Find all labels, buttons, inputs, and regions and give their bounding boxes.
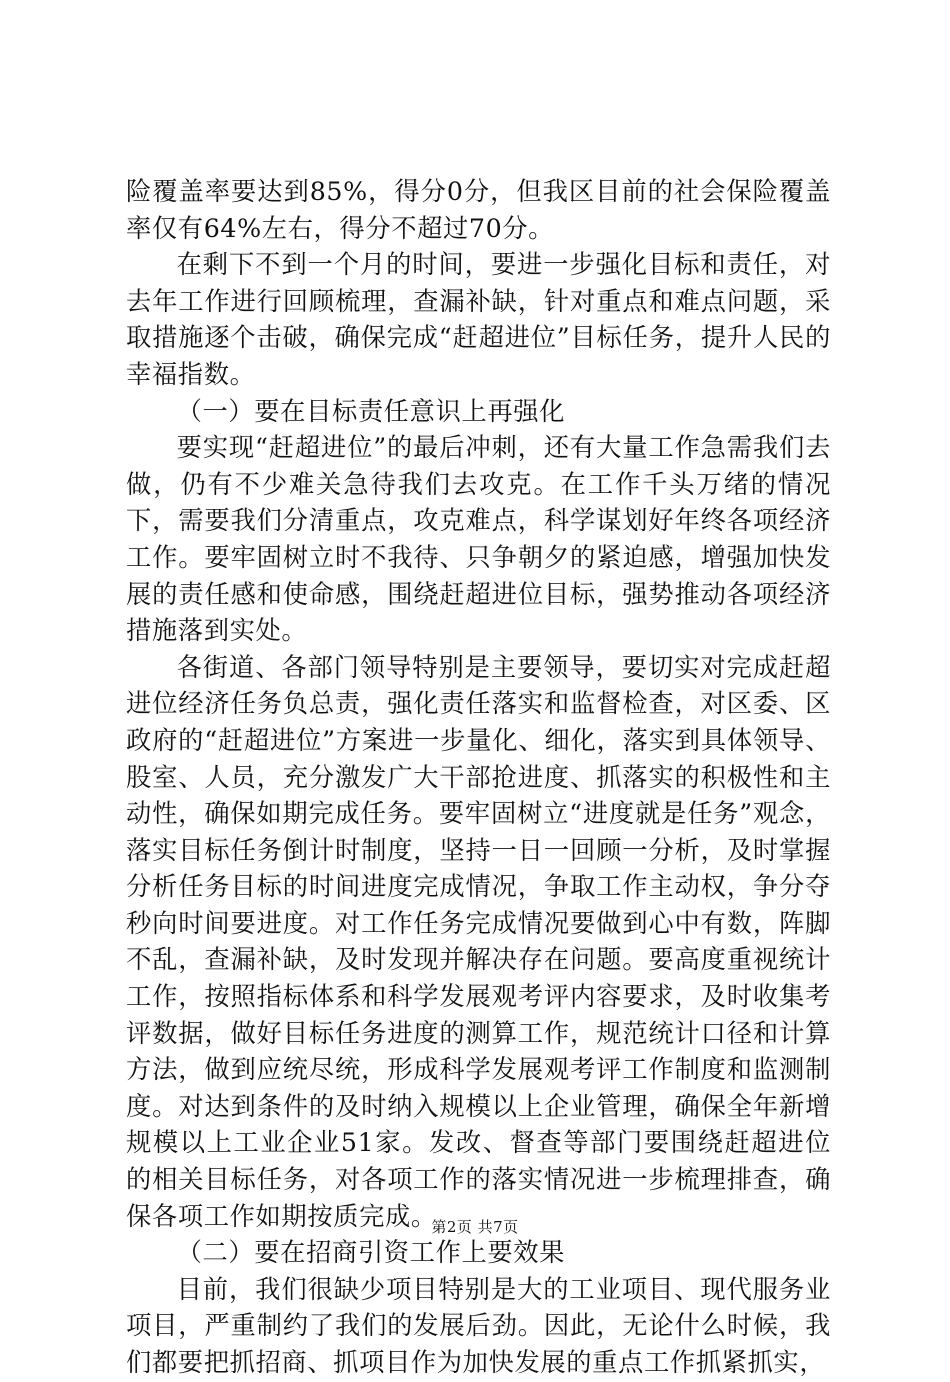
paragraph: 目前，我们很缺少项目特别是大的工业项目、现代服务业项目，严重制约了我们的发展后劲。因此，无论什么时候，我们都要把抓招商、抓项目作为加快发展的重点工作抓紧抓实， [126, 1274, 831, 1377]
page-footer: 第2页 共7页 [431, 1218, 519, 1236]
paragraph-continued: 险覆盖率要达到85%，得分0分，但我区目前的社会保险覆盖率仅有64%左右，得分不超过70分。 [126, 177, 831, 243]
paragraph: 在剩下不到一个月的时间，要进一步强化目标和责任，对去年工作进行回顾梳理，查漏补缺，针对重点和难点问题，采取措施逐个击破，确保完成“赶超进位”目标任务，提升人民的幸福指数。 [126, 250, 831, 389]
paragraph: 要实现“赶超进位”的最后冲刺，还有大量工作急需我们去做，仍有不少难关急待我们去攻克。在工作千头万绪的情况下，需要我们分清重点，攻克难点，科学谋划好年终各项经济工作。要牢固树立时不我待、只争朝夕的紧迫感，增强加快发展的责任感和使命感，围绕赶超进位目标，强势推动各项经济措施落到实处。 [126, 433, 831, 646]
section-heading-2: （二）要在招商引资工作上要效果 [176, 1238, 566, 1268]
paragraph: 各街道、各部门领导特别是主要领导，要切实对完成赶超进位经济任务负总责，强化责任落实和监督检查，对区委、区政府的“赶超进位”方案进一步量化、细化，落实到具体领导、股室、人员，充分激发广大干部抢进度、抓落实的积极性和主动性，确保如期完成任务。要牢固树立“进度就是任务”观念，落实目标任务倒计时制度，坚持一日一回顾一分析，及时掌握分析任务目标的时间进度完成情况，争取工作主动权，争分夺秒向时间要进度。对工作任务完成情况要做到心中有数，阵脚不乱，查漏补缺，及时发现并解决存在问题。要高度重视统计工作，按照指标体系和科学发展观考评内容要求，及时收集考评数据，做好目标任务进度的测算工作，规范统计口径和计算方法，做到应统尽统，形成科学发展观考评工作制度和监测制度。对达到条件的及时纳入规模以上企业管理，确保全年新增规模以上工业企业51家。发改、督查等部门要围绕赶超进位的相关目标任务，对各项工作的落实情况进一步梳理排查，确保各项工作如期按质完成。 [126, 652, 831, 1231]
document-body [126, 174, 831, 1382]
section-heading-1: （一）要在目标责任意识上再强化 [176, 396, 566, 426]
